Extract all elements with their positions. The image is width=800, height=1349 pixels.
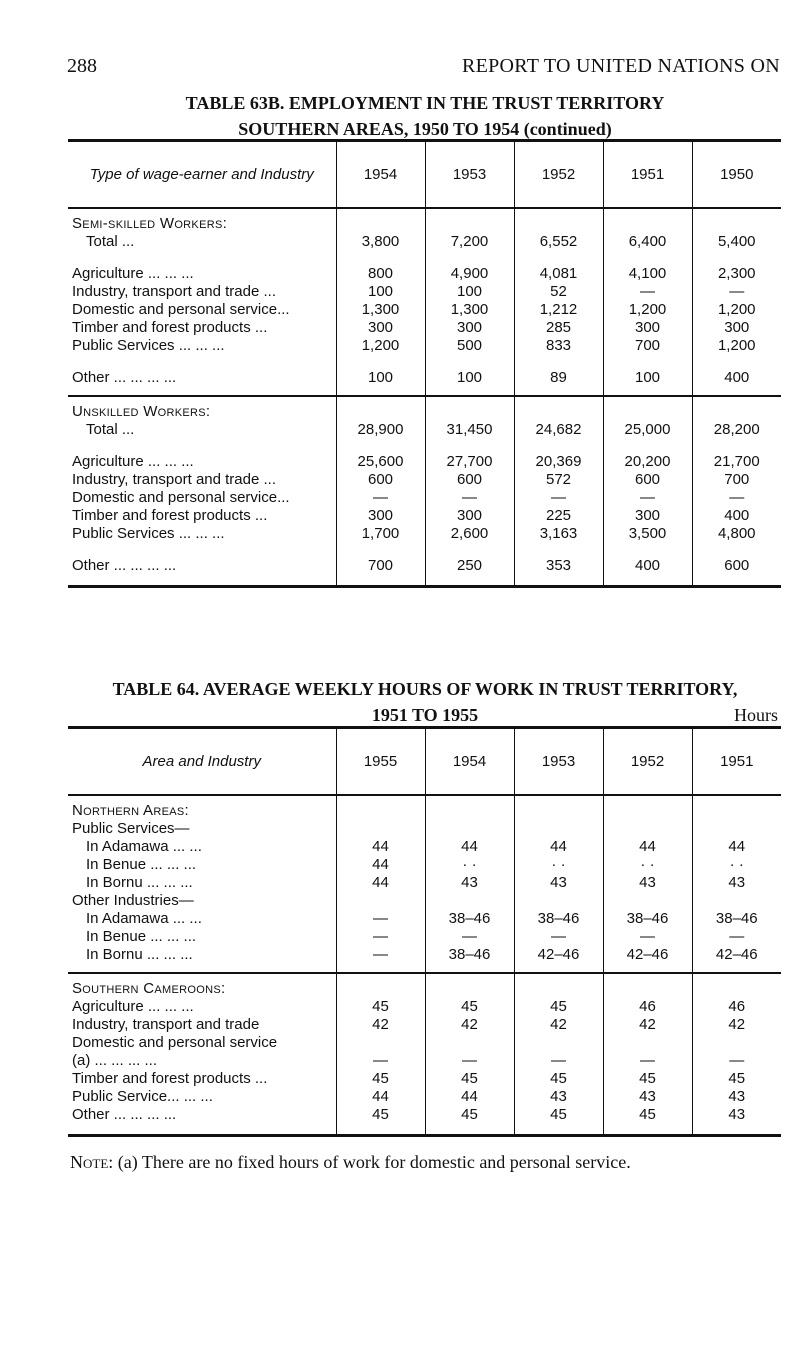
row-label: Timber and forest products ... [72,1070,268,1087]
cell-value: 45 [514,998,603,1016]
cell-value: 44 [425,838,514,856]
spacer-cell [514,355,603,369]
cell-value: 4,100 [603,265,692,283]
spacer-cell [603,543,692,557]
table-row [68,874,781,892]
cell-value: — [336,1052,425,1070]
cell-value: 300 [603,507,692,525]
cell-value: — [514,1052,603,1070]
empty-cell [425,396,514,421]
row-label: In Adamawa ... ... [86,910,202,927]
cell-value: 600 [336,471,425,489]
cell-value: 300 [425,319,514,337]
cell-value: 400 [603,557,692,587]
cell-value: 700 [336,557,425,587]
row-label: Domestic and personal service [72,1034,278,1051]
cell-value: 43 [692,1106,781,1136]
cell-value: — [336,489,425,507]
cell-value: 46 [603,998,692,1016]
cell-value: 1,200 [336,337,425,355]
row-label: Other ... ... ... ... [68,557,336,587]
cell-value: 1,300 [425,301,514,319]
cell-value: — [336,910,425,928]
cell-value: 300 [336,319,425,337]
empty-cell [336,396,425,421]
cell-value [692,1034,781,1052]
table-row [68,1052,781,1070]
table-row [68,820,781,838]
empty-cell [514,208,603,233]
cell-value: 27,700 [425,453,514,471]
table-row [68,856,781,874]
spacer-cell [603,355,692,369]
cell-value: 45 [514,1106,603,1136]
cell-value: 24,682 [514,421,603,439]
cell-value: — [603,928,692,946]
cell-value: 44 [514,838,603,856]
spacer-cell [692,251,781,265]
table-64-title [60,676,790,728]
empty-cell [603,820,692,838]
spacer-cell [425,355,514,369]
spacer-cell [692,439,781,453]
row-label: In Bornu ... ... ... [86,874,193,891]
cell-value: — [425,928,514,946]
cell-value: 52 [514,283,603,301]
cell-value: 5,400 [692,233,781,251]
cell-value: 3,163 [514,525,603,543]
table-row [68,838,781,856]
column-header: 1952 [514,141,603,209]
cell-value: 38–46 [603,910,692,928]
table-64-header-row [68,728,781,796]
cell-value: 43 [603,1088,692,1106]
spacer-cell [68,439,336,453]
cell-value: 6,552 [514,233,603,251]
cell-value: — [603,1052,692,1070]
cell-value: 20,369 [514,453,603,471]
cell-value: 45 [425,1070,514,1088]
table-row [68,421,781,439]
cell-value: 44 [336,838,425,856]
cell-value: 1,200 [603,301,692,319]
column-header: 1953 [425,141,514,209]
cell-value: 45 [425,1106,514,1136]
cell-value: 25,000 [603,421,692,439]
spacer-cell [336,355,425,369]
row-label: Agriculture ... ... ... [72,453,194,470]
row-label: Agriculture ... ... ... [72,998,194,1015]
note-text: (a) There are no fixed hours of work for domestic and personal service. [117,1152,631,1172]
table-63b [68,139,781,588]
section-heading-southern: Southern Cameroons: [72,980,226,997]
cell-value: 44 [425,1088,514,1106]
row-label: Timber and forest products ... [72,319,268,336]
cell-value: — [692,928,781,946]
table-row [68,233,781,251]
cell-value: 38–46 [514,910,603,928]
cell-value: 2,300 [692,265,781,283]
section-heading-semi-skilled: Semi-skilled Workers: [72,215,228,232]
row-label: Timber and forest products ... [72,507,268,524]
cell-value: 45 [514,1070,603,1088]
table-row [68,319,781,337]
cell-value: 100 [603,369,692,396]
spacer-cell [68,355,336,369]
cell-value: 45 [692,1070,781,1088]
table-row [68,208,781,233]
cell-value: 43 [692,874,781,892]
row-label: Industry, transport and trade ... [72,471,276,488]
section-heading-northern: Northern Areas: [72,802,189,819]
cell-value: — [425,489,514,507]
cell-value: 1,200 [692,337,781,355]
table-row [68,1088,781,1106]
cell-value: 600 [603,471,692,489]
table-row [68,507,781,525]
cell-value: — [514,928,603,946]
running-title: REPORT TO UNITED NATIONS ON [461,55,780,77]
table-63b-title-line2: SOUTHERN AREAS, 1950 TO 1954 (continued) [238,119,612,139]
spacer-cell [68,543,336,557]
table-row [68,910,781,928]
table-63b-title-line1: TABLE 63B. EMPLOYMENT IN THE TRUST TERRITORY [185,93,665,113]
row-label: Public Services ... ... ... [72,337,225,354]
empty-cell [336,892,425,910]
cell-value [336,1034,425,1052]
cell-value: 400 [692,507,781,525]
empty-cell [514,396,603,421]
empty-cell [425,795,514,820]
spacer-cell [514,439,603,453]
cell-value: — [692,1052,781,1070]
cell-value: · · [603,856,692,874]
cell-value: 45 [336,998,425,1016]
spacer-cell [336,543,425,557]
row-label: Total ... [86,421,135,438]
row-label: In Adamawa ... ... [86,838,202,855]
empty-cell [603,795,692,820]
cell-value: 44 [336,874,425,892]
cell-value: 44 [603,838,692,856]
row-label: Total ... [86,233,135,250]
cell-value: 1,300 [336,301,425,319]
cell-value: — [692,489,781,507]
empty-cell [514,892,603,910]
column-header: Area and Industry [68,728,336,796]
table-row [68,453,781,471]
empty-cell [692,208,781,233]
empty-cell [425,892,514,910]
cell-value: 42 [336,1016,425,1034]
cell-value: 6,400 [603,233,692,251]
cell-value: 44 [336,856,425,874]
table-row [68,973,781,998]
empty-cell [514,820,603,838]
cell-value: — [336,946,425,973]
section-heading-unskilled: Unskilled Workers: [72,403,211,420]
cell-value: 572 [514,471,603,489]
cell-value: 43 [425,874,514,892]
cell-value: 7,200 [425,233,514,251]
column-header: 1951 [603,141,692,209]
cell-value: 45 [603,1070,692,1088]
empty-cell [425,820,514,838]
cell-value: — [692,283,781,301]
cell-value: 28,200 [692,421,781,439]
cell-value: 20,200 [603,453,692,471]
table-row [68,471,781,489]
row-label: (a) ... ... ... ... [72,1052,158,1069]
column-header: 1953 [514,728,603,796]
page-number: 288 [67,55,97,77]
empty-cell [692,892,781,910]
spacer-cell [514,251,603,265]
column-header: 1950 [692,141,781,209]
cell-value: 285 [514,319,603,337]
cell-value: — [603,489,692,507]
table-row [68,265,781,283]
cell-value [514,1034,603,1052]
table-row [68,946,781,973]
cell-value: 3,800 [336,233,425,251]
spacer-cell [692,355,781,369]
cell-value: 300 [603,319,692,337]
table-64 [68,726,781,1137]
cell-value: 46 [692,998,781,1016]
cell-value: 1,200 [692,301,781,319]
cell-value: 21,700 [692,453,781,471]
cell-value: 45 [336,1070,425,1088]
cell-value: 43 [692,1088,781,1106]
cell-value: · · [425,856,514,874]
empty-cell [336,208,425,233]
table-row [68,396,781,421]
empty-cell [336,973,425,998]
cell-value: 31,450 [425,421,514,439]
row-label: Other ... ... ... ... [68,1106,336,1136]
page-header [40,55,780,81]
cell-value: — [603,283,692,301]
cell-value: 600 [692,557,781,587]
note-label: Note: [70,1152,114,1172]
cell-value: 42–46 [603,946,692,973]
spacer-cell [603,251,692,265]
cell-value: 4,900 [425,265,514,283]
empty-cell [692,396,781,421]
empty-cell [336,795,425,820]
table-64-title-line1: TABLE 64. AVERAGE WEEKLY HOURS OF WORK IN TRUST TERRITORY, [112,679,738,699]
cell-value: 25,600 [336,453,425,471]
empty-cell [514,973,603,998]
empty-cell [692,973,781,998]
cell-value: 100 [336,369,425,396]
cell-value: 300 [692,319,781,337]
empty-cell [603,973,692,998]
spacer-cell [425,543,514,557]
cell-value: 100 [425,283,514,301]
empty-cell [603,208,692,233]
row-label: In Benue ... ... ... [86,856,197,873]
column-header: 1951 [692,728,781,796]
spacer-cell [336,439,425,453]
cell-value: 4,800 [692,525,781,543]
cell-value: 42–46 [514,946,603,973]
cell-value: 500 [425,337,514,355]
cell-value: 45 [425,998,514,1016]
table-row [68,543,781,557]
cell-value: 300 [425,507,514,525]
cell-value: 100 [336,283,425,301]
table-row [68,251,781,265]
cell-value: 42 [425,1016,514,1034]
cell-value: 250 [425,557,514,587]
cell-value: 43 [514,874,603,892]
table-row [68,1034,781,1052]
cell-value: 38–46 [425,910,514,928]
cell-value: — [514,489,603,507]
table-row [68,557,781,587]
row-label: Public Services ... ... ... [72,525,225,542]
table-row [68,283,781,301]
cell-value: 89 [514,369,603,396]
table-row [68,1016,781,1034]
cell-value: — [425,1052,514,1070]
cell-value: 42 [514,1016,603,1034]
empty-cell [692,820,781,838]
cell-value [603,1034,692,1052]
row-label: Other ... ... ... ... [68,369,336,396]
cell-value: — [336,928,425,946]
column-header: Type of wage-earner and Industry [68,141,336,209]
table-row [68,795,781,820]
cell-value: 800 [336,265,425,283]
cell-value: 44 [692,838,781,856]
cell-value: 28,900 [336,421,425,439]
column-header: 1952 [603,728,692,796]
empty-cell [514,795,603,820]
row-label: Industry, transport and trade [72,1016,260,1033]
empty-cell [425,973,514,998]
spacer-cell [336,251,425,265]
table-64-unit: Hours [734,705,778,725]
table-row [68,1070,781,1088]
table-63b-header-row [68,141,781,209]
cell-value: 43 [514,1088,603,1106]
cell-value: 700 [692,471,781,489]
row-label: Agriculture ... ... ... [72,265,194,282]
row-label: Domestic and personal service... [72,301,290,318]
cell-value: 600 [425,471,514,489]
spacer-cell [514,543,603,557]
cell-value: 700 [603,337,692,355]
cell-value: · · [514,856,603,874]
cell-value: 42–46 [692,946,781,973]
table-row [68,301,781,319]
spacer-cell [603,439,692,453]
cell-value: 1,700 [336,525,425,543]
spacer-cell [692,543,781,557]
table-row [68,355,781,369]
table-row [68,998,781,1016]
cell-value: 4,081 [514,265,603,283]
table-row [68,337,781,355]
row-label: Industry, transport and trade ... [72,283,276,300]
cell-value: · · [692,856,781,874]
column-header: 1954 [336,141,425,209]
table-row [68,525,781,543]
empty-cell [336,820,425,838]
cell-value: 1,212 [514,301,603,319]
column-header: 1955 [336,728,425,796]
table-64-title-line2: 1951 TO 1955 [371,705,479,725]
empty-cell [425,208,514,233]
cell-value: 300 [336,507,425,525]
table-row [68,489,781,507]
cell-value: 42 [603,1016,692,1034]
table-row [68,369,781,396]
row-label: Domestic and personal service... [72,489,290,506]
subsection-heading: Other Industries— [72,892,194,909]
empty-cell [692,795,781,820]
cell-value: 3,500 [603,525,692,543]
empty-cell [603,892,692,910]
cell-value: 353 [514,557,603,587]
cell-value: 38–46 [425,946,514,973]
cell-value: 42 [692,1016,781,1034]
cell-value: 400 [692,369,781,396]
cell-value: 43 [603,874,692,892]
cell-value: 833 [514,337,603,355]
cell-value: 2,600 [425,525,514,543]
table-63b-title [60,90,790,142]
cell-value: 225 [514,507,603,525]
cell-value: 100 [425,369,514,396]
row-label: Public Service... ... ... [72,1088,213,1105]
cell-value: 44 [336,1088,425,1106]
column-header: 1954 [425,728,514,796]
spacer-cell [68,251,336,265]
table-row [68,928,781,946]
cell-value: 45 [336,1106,425,1136]
row-label: In Bornu ... ... ... [68,946,336,973]
spacer-cell [425,439,514,453]
row-label: In Benue ... ... ... [86,928,197,945]
subsection-heading: Public Services— [72,820,190,837]
table-note [70,1152,780,1173]
table-row [68,1106,781,1136]
cell-value [425,1034,514,1052]
table-row [68,439,781,453]
cell-value: 38–46 [692,910,781,928]
cell-value: 45 [603,1106,692,1136]
empty-cell [603,396,692,421]
table-row [68,892,781,910]
spacer-cell [425,251,514,265]
